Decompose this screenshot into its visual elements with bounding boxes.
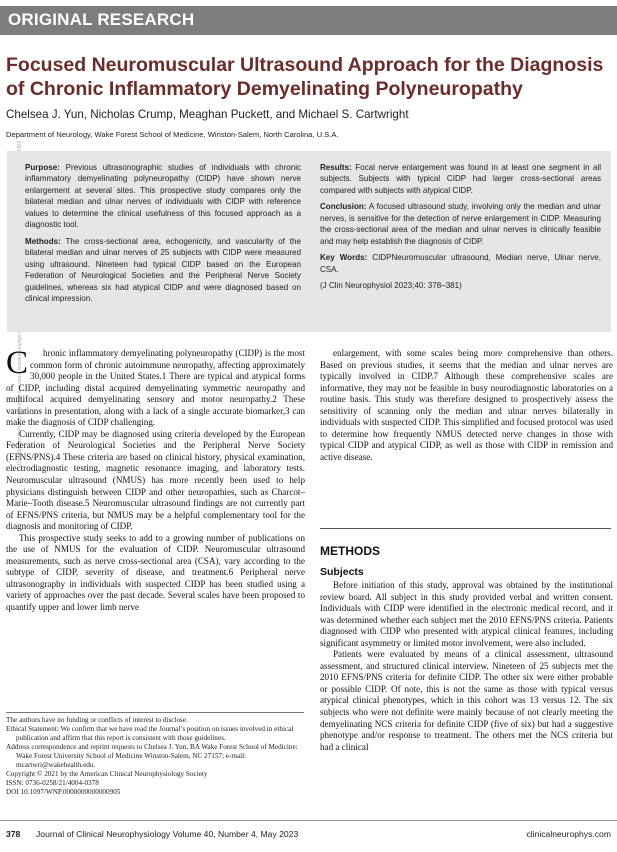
intro-paragraph-3: This prospective study seeks to add to a growing number of publications on the use of NMUS for the evaluation of CIDP. Neuromuscular ultrasound measurements, such as nerve cross-sectional area (CSA), vary according to the subtype of CIDP, severity of disease, and treatment.6 Peripheral nerve ultrasonography in individuals with suspected CIDP has been studied using a variety of approaches over the past decade. Several scales have been proposed to quantify upper and lower limb nerve <box>6 532 305 613</box>
methods-heading: METHODS <box>320 544 380 558</box>
footnote-issn: ISSN: 0736-0258/21/4004-0378 <box>6 779 99 788</box>
footnote-funding: The authors have no funding or conflicts of interest to disclose. <box>6 716 188 724</box>
abstract-conclusion <box>320 201 601 247</box>
methods-text-column <box>320 580 613 753</box>
drop-cap: C <box>6 345 29 381</box>
footnotes <box>6 716 304 797</box>
conclusion-label: Conclusion: <box>320 202 367 212</box>
purpose-label: Purpose: <box>25 163 60 172</box>
body-column-right <box>320 348 613 463</box>
methods-text: The cross-sectional area, echogenicity, and vascularity of the bilateral median and ulnar nerves of 25 subjects with CIDP were measured using ultrasound. Nineteen had typical CIDP based on the European Federation of Neurological Societies and the Peripheral Nerve Society guidelines, whereas six had atypical CIDP and were diagnosed based on clinical impression. <box>25 236 301 303</box>
results-text: Focal nerve enlargement was found in at least one segment in all subjects. Subjects with typical CIDP had larger cross-sectional areas compared with subjects with atypical CIDP. <box>320 163 601 195</box>
section-label: ORIGINAL RESEARCH <box>8 10 195 29</box>
footnote-correspondence: Address correspondence and reprint requests to Chelsea J. Yun, BA Wake Forest School of Medicine: Wake Forest University School of Medicine Winston-Salem, NC 27157; e-mail: mcartwri@wakehealth.edu. <box>6 743 298 770</box>
body-column-left <box>6 345 305 614</box>
author-list: Chelsea J. Yun, Nicholas Crump, Meaghan Puckett, and Michael S. Cartwright <box>6 108 409 121</box>
abstract-keywords <box>320 252 601 275</box>
abstract-purpose <box>25 162 301 231</box>
intro-paragraph-4: enlargement, with some scales being more comprehensive than others. Based on previous studies, it seems that the median and ulnar nerves are typically involved in CIDP.7 Although these comprehensive scales are informative, they may not be feasible in busy neurodiagnostic laboratories on a routine basis. This study was therefore designed to prospectively assess the sensitivity of scanning only the median and ulnar nerves bilaterally in individuals with suspected CIDP. This simplified and focused protocol was used to determine how frequently NMUS detected nerve changes in those with typical CIDP and atypical CIDP, as well as those with CIDP in remission and active disease. <box>320 348 613 462</box>
section-divider <box>320 528 611 529</box>
footer-divider <box>0 820 617 821</box>
section-banner <box>0 6 617 35</box>
abstract-methods <box>25 236 301 305</box>
abstract-left-column <box>25 162 301 309</box>
footnote-divider <box>6 712 304 713</box>
methods-paragraph-1: Before initiation of this study, approval was obtained by the institutional review board. All subject in this study provided verbal and written consent. Individuals with CIDP were identified in the electronic medical record, and it was determined whether each subject met the 2010 EFNS/PNS criteria. Patients diagnosed with CIDP who presented with atypical clinical features, including significant asymmetry or limited motor involvement, were also included. <box>320 580 613 648</box>
purpose-text: Previous ultrasonographic studies of individuals with chronic inflammatory demyelinating polyneuropathy (CIDP) have shown nerve enlargement at several sites. This prospective study compares only the bilateral median and ulnar nerves of individuals with CIDP with reference values to determine the clinical usefulness of this focused approach as a diagnostic tool. <box>25 163 301 230</box>
results-label: Results: <box>320 163 352 172</box>
footnote-doi: DOI 10.1097/WNP.0000000000000905 <box>6 788 121 797</box>
intro-paragraph-2: Currently, CIDP may be diagnosed using criteria developed by the European Federation of Neurological Societies and the Peripheral Nerve Society (EFNS/PNS).4 These criteria are based on clinical history, physical examination, electrodiagnostic testing, magnetic resonance imaging, and laboratory tests. Neuromuscular ultrasound (NMUS) has more recently been used to help physicians distinguish between CIDP and other neuropathies, such as Charcot–Marie–Tooth disease.5 Neuromuscular ultrasound findings are not currently part of EFNS/PNS criteria, but NMUS may be a helpful complementary tool for the diagnosis and monitoring of CIDP. <box>6 428 305 532</box>
abstract-citation: (J Clin Neurophysiol 2023;40: 378–381) <box>320 281 462 291</box>
abstract-results <box>320 162 601 196</box>
journal-info: Journal of Clinical Neurophysiology Volume 40, Number 4, May 2023 <box>36 829 299 839</box>
footnote-ethics: Ethical Statement: We confirm that we have read the Journal’s position on issues involved in ethical publication and affirm that this report is consistent with those guidelines. <box>6 725 294 743</box>
conclusion-text: A focused ultrasound study, involving only the median and ulnar nerves, is sensitive for the detection of nerve enlargement in CIDP. Measuring the cross-sectional area of the median and ulnar nerves is clinically feasible and may help establish the diagnosis of CIDP. <box>320 202 601 246</box>
keywords-label: Key Words: <box>320 253 368 263</box>
journal-url: clinicalneurophys.com <box>526 829 611 839</box>
intro-paragraph-1 <box>6 345 305 429</box>
keywords-text: CIDPNeuromuscular ultrasound, Median nerve, Ulnar nerve, CSA. <box>320 253 601 274</box>
abstract-right-column <box>320 162 601 297</box>
footnote-copyright: Copyright © 2021 by the American Clinical Neurophysiology Society <box>6 770 208 779</box>
affiliation: Department of Neurology, Wake Forest School of Medicine, Winston-Salem, North Carolina, U.S.A. <box>6 130 339 139</box>
methods-paragraph-2: Patients were evaluated by means of a clinical assessment, ultrasound assessment, and structured clinical interview. Nineteen of 25 subjects met the 2010 EFNS/PNS criteria for definite CIDP. The other six were either probable or possible CIDP. Of note, this is not the same as those with typical versus atypical clinical phenotypes, which in this cohort was 13 versus 12. The six subjects who were not definite were mainly because of not clearly meeting the demyelinating NCS criteria for definite CIDP (five of six) but had a suggestive phenotype and/or response to treatment. The others met the NCS criteria but had a clinical <box>320 649 613 752</box>
subjects-subheading: Subjects <box>320 566 364 578</box>
intro-paragraph-1-text: hronic inflammatory demyelinating polyneuropathy (CIDP) is the most common form of chronic autoimmune neuropathy, affecting approximately 30,000 people in the United States.1 There are typical and atypical forms of CIDP, including distal acquired demyelinating symmetric neuropathy and multifocal acquired demyelinating sensory and motor neuropathy.2 These variations in presentation, along with a lack of a single accurate biomarker,3 can make the diagnosis of CIDP challenging. <box>6 348 305 428</box>
methods-label: Methods: <box>25 236 61 246</box>
article-title: Focused Neuromuscular Ultrasound Approach for the Diagnosis of Chronic Inflammatory Demyelinating Polyneuropathy <box>6 54 604 100</box>
page-number: 378 <box>6 829 21 839</box>
